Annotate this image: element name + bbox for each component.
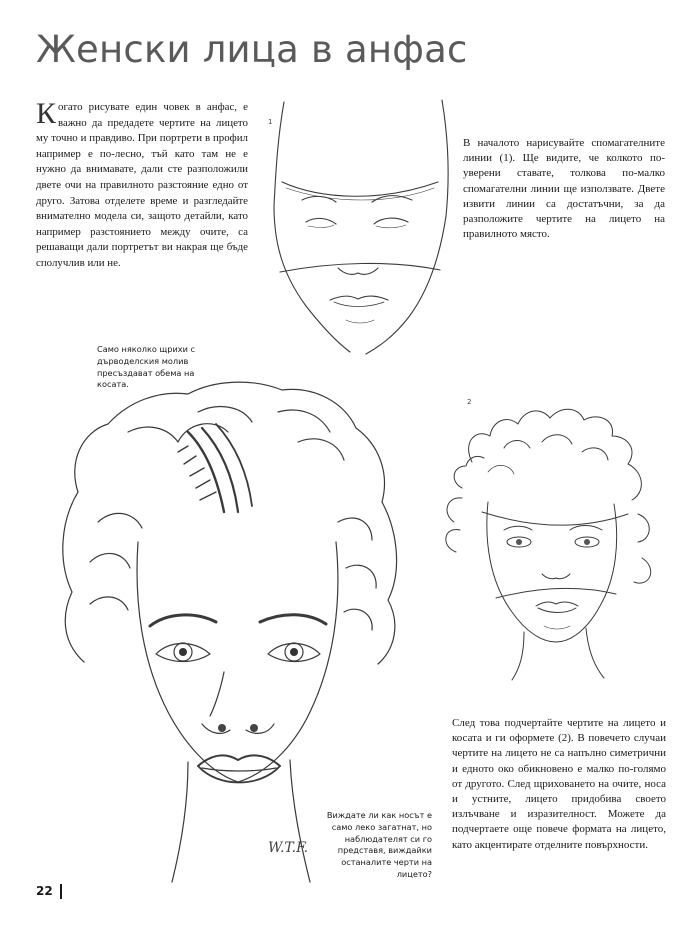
caption-nose: Виждате ли как носът е само леко загатнат, но наблюдателят си го представя, виждайки останалите черти на лицето? — [326, 810, 432, 879]
sketch-curly-face — [432, 392, 672, 682]
caption-hair: Само няколко щрихи с дърводелския молив пресъздават обема на косата. — [97, 344, 196, 390]
page-number: 22 — [36, 884, 53, 898]
drop-cap: К — [36, 97, 57, 130]
step-2-text: След това подчертайте чертите на лицето и косата и ги оформете (2). В повечето случаи чертите на лицето не са напълно симетрични и едното око обикновено е малко по-голямо от другото. След щриховането на очите, носа и устните, лицето придобива своето излъчване и изразителност. Можете да подчертаете още повече формата на лицето, като акцентирате отделните повърхности. — [452, 717, 666, 851]
page-title: Женски лица в анфас — [36, 28, 468, 71]
intro-text: огато рисувате един човек в анфас, е важно да предадете чертите на лицето му точно и правдиво. При портрети в профил например е по-лесно, тъй като там не е нужно да внимавате, дали сте разположили двете очи на правилното разстояние едно от друго. Затова отделете време и разгледайте внимателно модела си, защото детайли, като например разстоянието между очите, са решаващи дали портретът ви накрая ще бъде сполучлив или не. — [36, 101, 248, 269]
artist-signature: W.T.F. — [268, 840, 309, 856]
step-label-1: 1 — [268, 118, 273, 126]
step-1-text: В началото нарисувайте спомагателните линии (1). Ще видите, че колкото по-уверени ставате, толкова по-малко спомагателни линии ще използвате. Двете извити линии са достатъчни, за да разположите чертите на лицето на правилното място. — [463, 137, 665, 241]
step-label-2: 2 — [467, 398, 472, 406]
intro-paragraph — [36, 97, 248, 272]
sketch-guidelines-face — [262, 96, 462, 358]
page-number-divider — [60, 884, 62, 899]
